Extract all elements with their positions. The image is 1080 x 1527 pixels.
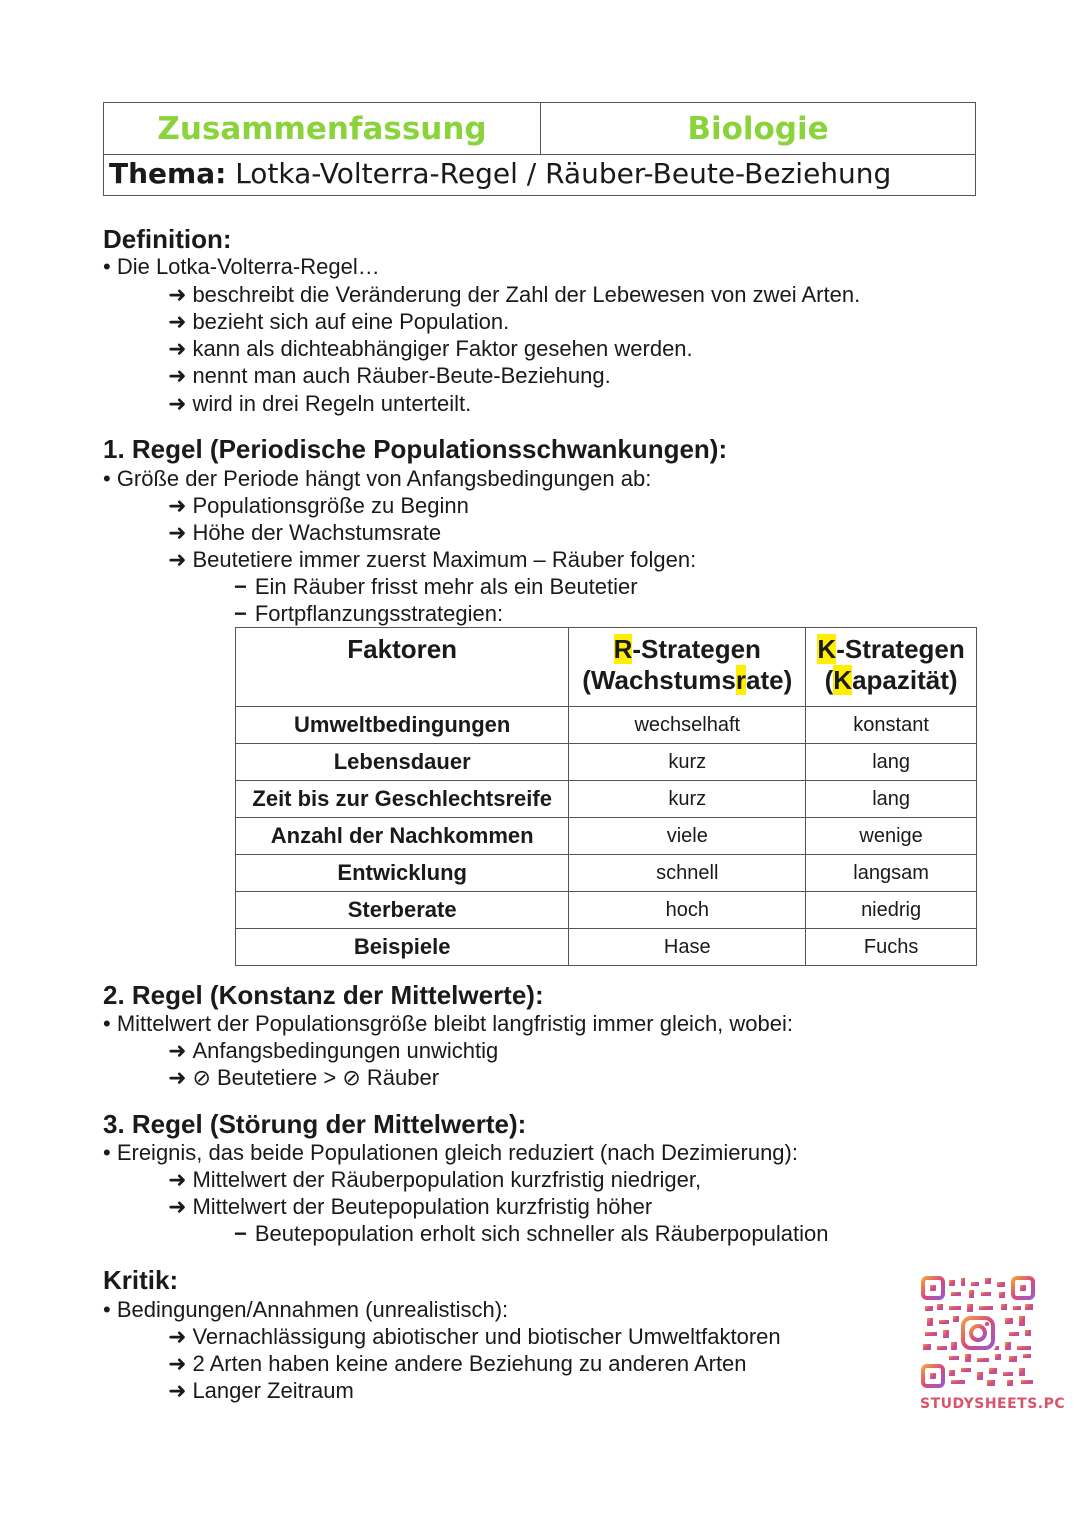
- arrow-icon: ➜: [168, 310, 187, 335]
- definition-heading: Definition:: [103, 224, 232, 254]
- header-box: [103, 102, 976, 196]
- table-row: Zeit bis zur Geschlechtsreife kurz lang: [236, 781, 977, 818]
- rule1-subpoint: − Fortpflanzungsstrategien:: [234, 601, 504, 626]
- table-row: Sterberate hoch niedrig: [236, 892, 977, 929]
- arrow-icon: ➜: [168, 1352, 187, 1377]
- rule2-intro: • Mittelwert der Populationsgröße bleibt langfristig immer gleich, wobei:: [103, 1011, 794, 1036]
- critique-point: ➜ Langer Zeitraum: [168, 1378, 354, 1404]
- arrow-icon: ➜: [168, 1195, 187, 1220]
- definition-point: ➜ kann als dichteabhängiger Faktor gesehen werden.: [168, 336, 693, 362]
- table-row: Beispiele Hase Fuchs: [236, 929, 977, 966]
- critique-point: ➜ 2 Arten haben keine andere Beziehung zu anderen Arten: [168, 1351, 747, 1377]
- header-r-strategists: R-Strategen (Wachstumsrate): [569, 628, 806, 707]
- header-title-row: [104, 103, 975, 155]
- arrow-icon: ➜: [168, 283, 187, 308]
- topic-text: Lotka-Volterra-Regel / Räuber-Beute-Beziehung: [235, 157, 892, 190]
- arrow-icon: ➜: [168, 1168, 187, 1193]
- qr-code-icon[interactable]: [921, 1276, 1035, 1388]
- rule2-point: ➜ ⊘ Beutetiere > ⊘ Räuber: [168, 1065, 440, 1091]
- table-header-row: [236, 628, 977, 707]
- rule1-point: ➜ Höhe der Wachstumsrate: [168, 520, 442, 546]
- definition-intro: • Die Lotka-Volterra-Regel…: [103, 254, 380, 279]
- definition-point: ➜ bezieht sich auf eine Population.: [168, 309, 510, 335]
- arrow-icon: ➜: [168, 1039, 187, 1064]
- brand-label: STUDYSHEETS.PC: [920, 1396, 1066, 1412]
- rule3-heading: 3. Regel (Störung der Mittelwerte):: [103, 1109, 527, 1139]
- critique-intro: • Bedingungen/Annahmen (unrealistisch):: [103, 1297, 509, 1322]
- dash-icon: −: [234, 601, 247, 626]
- arrow-icon: ➜: [168, 337, 187, 362]
- rule1-point: ➜ Populationsgröße zu Beginn: [168, 493, 469, 519]
- header-factors: Faktoren: [236, 628, 569, 707]
- arrow-icon: ➜: [168, 1066, 187, 1091]
- rule1-point: ➜ Beutetiere immer zuerst Maximum – Räuber folgen:: [168, 547, 697, 573]
- table-row: Anzahl der Nachkommen viele wenige: [236, 818, 977, 855]
- table-row: Lebensdauer kurz lang: [236, 744, 977, 781]
- topic-row: [109, 157, 891, 190]
- strategy-table: [235, 627, 977, 966]
- arrow-icon: ➜: [168, 548, 187, 573]
- rule1-intro: • Größe der Periode hängt von Anfangsbedingungen ab:: [103, 466, 652, 491]
- rule3-point: ➜ Mittelwert der Räuberpopulation kurzfristig niedriger,: [168, 1167, 702, 1193]
- rule3-intro: • Ereignis, das beide Populationen gleich reduziert (nach Dezimierung):: [103, 1140, 798, 1165]
- definition-point: ➜ nennt man auch Räuber-Beute-Beziehung.: [168, 363, 611, 389]
- subject-title: Biologie: [687, 110, 829, 147]
- dash-icon: −: [234, 574, 247, 599]
- arrow-icon: ➜: [168, 494, 187, 519]
- rule2-point: ➜ Anfangsbedingungen unwichtig: [168, 1038, 499, 1064]
- header-k-strategists: K-Strategen (Kapazität): [806, 628, 977, 707]
- arrow-icon: ➜: [168, 1379, 187, 1404]
- critique-heading: Kritik:: [103, 1265, 179, 1295]
- critique-point: ➜ Vernachlässigung abiotischer und biotischer Umweltfaktoren: [168, 1324, 781, 1350]
- rule3-point: ➜ Mittelwert der Beutepopulation kurzfristig höher: [168, 1194, 653, 1220]
- definition-point: ➜ beschreibt die Veränderung der Zahl der Lebewesen von zwei Arten.: [168, 282, 861, 308]
- rule1-subpoint: − Ein Räuber frisst mehr als ein Beutetier: [234, 574, 638, 599]
- summary-cell: [104, 103, 541, 154]
- topic-label: Thema:: [109, 157, 227, 190]
- arrow-icon: ➜: [168, 392, 187, 417]
- table-row: Umweltbedingungen wechselhaft konstant: [236, 707, 977, 744]
- dash-icon: −: [234, 1221, 247, 1246]
- rule2-heading: 2. Regel (Konstanz der Mittelwerte):: [103, 980, 544, 1010]
- rule3-subpoint: − Beutepopulation erholt sich schneller als Räuberpopulation: [234, 1221, 829, 1246]
- subject-cell: [541, 103, 975, 154]
- definition-point: ➜ wird in drei Regeln unterteilt.: [168, 391, 472, 417]
- arrow-icon: ➜: [168, 1325, 187, 1350]
- rule1-heading: 1. Regel (Periodische Populationsschwankungen):: [103, 434, 728, 464]
- arrow-icon: ➜: [168, 521, 187, 546]
- summary-title: Zusammenfassung: [157, 110, 487, 147]
- table-row: Entwicklung schnell langsam: [236, 855, 977, 892]
- arrow-icon: ➜: [168, 364, 187, 389]
